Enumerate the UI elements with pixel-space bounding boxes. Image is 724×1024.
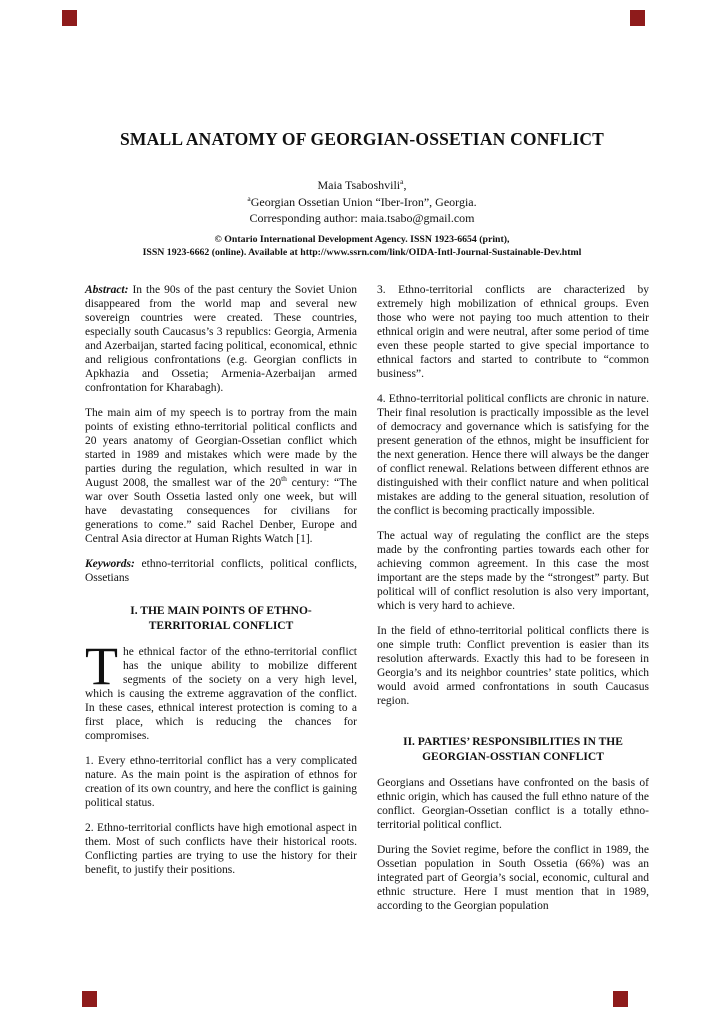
aim-text-1: The main aim of my speech is to portray from the main points of existing ethno-territorial political conflicts and 20 years anatomy of Georgian-Ossetian conflict which started in 1989 and mistakes which were made by the parties during the regulation, which resulted in war in August 2008, the smallest war of the 20 [85,407,357,489]
abstract-text: In the 90s of the past century the Soviet Union disappeared from the world map and several new sovereign countries were created. These countries, especially south Caucasus’s 3 republics: Georgia, Armenia and Azerbaijan, started facing political, economical, ethnic and religious confrontations (e.g. Georgian conflicts in Apkhazia and Ossetia; Armenia-Azerbaijan armed confrontation for Kharabagh). [85,284,357,394]
ordinal-superscript: th [281,474,287,484]
corner-marker-top-left [62,10,77,26]
right-column [377,283,649,924]
copyright-line-2: ISSN 1923-6662 (online). Available at http://www.ssrn.com/link/OIDA-Intl-Journal-Sustainable-Dev.html [142,246,582,258]
dropcap-paragraph-text: he ethnical factor of the ethno-territorial conflict has the unique ability to mobilize different segments of the society on a very high level, which is causing the extreme aggravation of the conflict. In these cases, ethnical interest protection is coming to a first place, which is reducing the chances for compromises. [85,646,357,742]
regulating-paragraph: The actual way of regulating the conflict are the steps made by the confronting parties towards each other for achieving common agreement. In this case the most important are the steps made by the “strongest” party. But political will of conflict resolution is also very important, which is very hard to achieve. [377,530,649,612]
affiliation-line [0,194,724,211]
paper-title: SMALL ANATOMY OF GEORGIAN-OSSETIAN CONFLICT [119,129,605,149]
numbered-point-3: 3. Ethno-territorial conflicts are characterized by extremely high mobilization of ethnical groups. Even those who were not paying too much attention to their ethnical origin and were neutral, after some period of time even these people started to give special importance to ethnical factors and started to contribute to “common business”. [377,284,649,380]
aim-paragraph [85,406,357,546]
corner-marker-top-right [630,10,645,26]
corner-marker-bottom-left [82,991,97,1007]
soviet-regime-paragraph: During the Soviet regime, before the conflict in 1989, the Ossetian population in South Ossetia (66%) was an integrated part of Georgia’s social, economic, cultural and ethnic structure. Here I must mention that in 1989, according to the Georgian population [377,844,649,912]
corresponding-author-line: Corresponding author: maia.tsabo@gmail.com [249,211,475,225]
aim-text-2: century: “The war over South Ossetia lasted only one week, but will have devastating consequences for civilians for generations to come.” said Rachel Denber, Europe and Central Asia director at Human Rights Watch [1]. [85,477,357,545]
numbered-point-1: 1. Every ethno-territorial conflict has a very complicated nature. As the main point is the aspiration of ethnos for creation of its own country, and here the conflict is gaining political status. [85,755,357,809]
numbered-point-4: 4. Ethno-territorial political conflicts are chronic in nature. Their final resolution is practically impossible as the level of democracy and governance which is satisfying for the present generation of the ethnos, might be insufficient for the next generation. Hence there will always be the danger of conflict renewal. Relations between different ethnos are distinguished with their conflict nature and when political mistakes are adding to the general situation, resolution of the conflict is becoming practically impossible. [377,393,649,517]
abstract-paragraph [85,283,357,395]
dropcap-paragraph [85,636,357,743]
drop-cap: T [85,636,118,696]
author-name: Maia Tsaboshvili [317,178,401,192]
keywords-text: ethno-territorial conflicts, political conflicts, Ossetians [85,558,358,584]
section-heading-1: I. THE MAIN POINTS OF ETHNO-TERRITORIAL CONFLICT [130,605,312,632]
copyright-line-1: © Ontario International Development Agency. ISSN 1923-6654 (print), [214,234,510,245]
copyright-block [0,234,724,259]
keywords-paragraph [85,557,357,585]
affiliation: Georgian Ossetian Union “Iber-Iron”, Georgia. [250,194,477,209]
keywords-label: Keywords: [85,558,135,570]
author-name-line [0,177,724,194]
numbered-point-2: 2. Ethno-territorial conflicts have high emotional aspect in them. Most of such conflicts have their historical roots. Conflicting parties are trying to use the history for their benefit, to justify their positions. [85,822,357,876]
affiliation-superscript: a [247,193,251,203]
corner-marker-bottom-right [613,991,628,1007]
author-superscript: a [400,177,404,186]
field-paragraph: In the field of ethno-territorial political conflicts there is one simple truth: Conflict prevention is easier than its resolution afterwards. Exactly this had to be foreseen in Georgia’s and its neighbor countries’ state politics, which would avoid armed confrontations in south Caucasus region. [377,625,649,707]
abstract-label: Abstract: [85,284,129,296]
author-block [0,177,724,227]
author-suffix: , [403,178,407,192]
georgians-ossetians-paragraph: Georgians and Ossetians have confronted on the basis of ethnic origin, which has caused the full ethno nature of the conflict. Georgian-Ossetian conflict is a totally ethno-territorial political conflict. [377,777,649,831]
section-heading-2: II. PARTIES’ RESPONSIBILITIES IN THE GEORGIAN-OSSTIAN CONFLICT [403,736,623,763]
left-column [85,283,357,888]
